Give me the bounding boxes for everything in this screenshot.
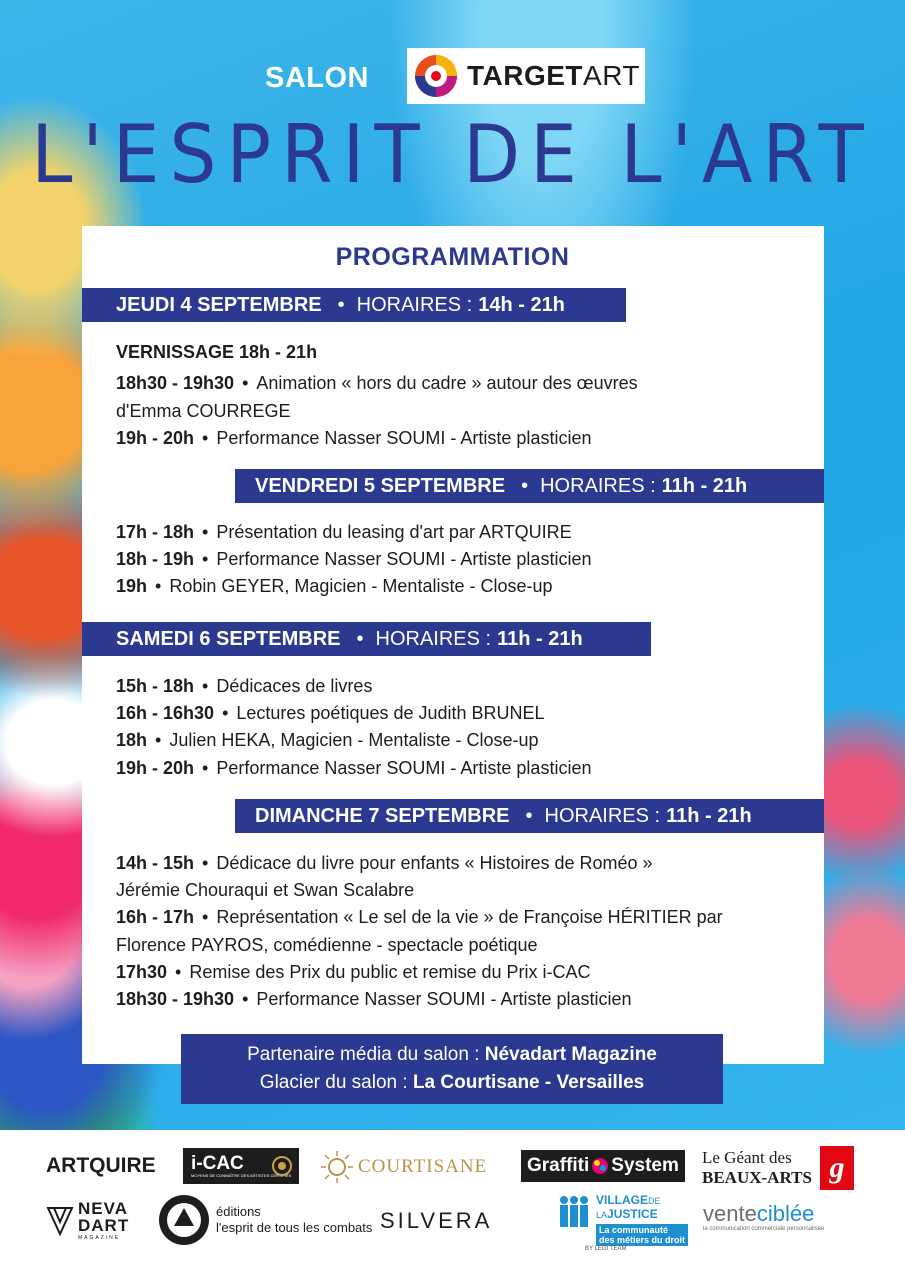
day-label: DIMANCHE 7 SEPTEMBRE	[255, 804, 510, 827]
event-line: 19h - 20h • Performance Nasser SOUMI - Artiste plasticien	[116, 428, 592, 448]
ciblee-word: ciblée	[756, 1201, 815, 1226]
day-label: VENDREDI 5 SEPTEMBRE	[255, 474, 506, 497]
logo-light: ART	[583, 60, 641, 91]
event-text-cont: d'Emma COURREGE	[116, 401, 291, 421]
nevadart-line-3: MAGAZINE	[78, 1235, 121, 1241]
justice-word: JUSTICE	[607, 1207, 658, 1221]
event-time: 18h30 - 19h30	[116, 989, 235, 1009]
village-tagline-1: La communauté	[599, 1225, 669, 1235]
event-line: 19h • Robin GEYER, Magicien - Mentaliste - Close-up	[116, 576, 553, 596]
event-text: Présentation du leasing d'art par ARTQUIRE	[216, 522, 572, 542]
media-label: Partenaire média du salon :	[247, 1044, 480, 1065]
bullet: •	[521, 474, 529, 497]
event-time: 15h - 18h	[116, 676, 195, 696]
nevadart-line-1: NEVA	[78, 1199, 128, 1218]
sponsors-footer	[0, 1130, 905, 1280]
event-text: Représentation « Le sel de la vie » de Françoise HÉRITIER par	[216, 907, 723, 927]
event-line: 17h - 18h • Présentation du leasing d'art par ARTQUIRE	[116, 522, 572, 542]
event-line: 18h - 19h • Performance Nasser SOUMI - Artiste plasticien	[116, 549, 592, 569]
event-line: 15h - 18h • Dédicaces de livres	[116, 676, 373, 696]
event-line: 17h30 • Remise des Prix du public et remise du Prix i-CAC	[116, 962, 591, 982]
event-text: Dédicaces de livres	[216, 676, 373, 696]
hours-value: 11h - 21h	[661, 474, 748, 497]
glacier-line	[181, 1069, 723, 1097]
vente-word: vente	[703, 1201, 757, 1226]
event-line: 14h - 15h • Dédicace du livre pour enfants « Histoires de Roméo »	[116, 853, 653, 873]
media-name: Névadart Magazine	[484, 1044, 657, 1065]
day-bar-jeudi	[82, 288, 626, 322]
event-text: Performance Nasser SOUMI - Artiste plasticien	[216, 758, 592, 778]
silvera-logo: SILVERA	[380, 1208, 493, 1233]
courtisane-logo	[320, 1150, 487, 1184]
day-label: JEUDI 4 SEPTEMBRE	[116, 293, 322, 316]
sun-emblem-icon	[320, 1150, 354, 1184]
salon-label: SALON	[265, 62, 369, 94]
event-time: 16h - 16h30	[116, 703, 215, 723]
bullet: •	[337, 293, 345, 316]
village-de: DE	[648, 1196, 661, 1206]
target-logo-icon	[413, 53, 459, 99]
bullet: •	[356, 627, 364, 650]
village-la: LA	[596, 1210, 608, 1220]
event-text: Performance Nasser SOUMI - Artiste plasticien	[216, 549, 592, 569]
event-text: Performance Nasser SOUMI - Artiste plasticien	[216, 428, 592, 448]
event-time: 17h - 18h	[116, 522, 195, 542]
event-time: 19h - 20h	[116, 758, 195, 778]
village-word: VILLAGE	[596, 1193, 649, 1207]
event-time: 18h - 19h	[116, 549, 195, 569]
vernissage-label: VERNISSAGE 18h - 21h	[116, 342, 318, 362]
partners-box	[181, 1034, 723, 1104]
editions-line-2: l'esprit de tous les combats	[216, 1220, 373, 1235]
bullet: •	[525, 804, 533, 827]
icac-sub: MOYENS DE CONNAÎTRE DES ARTISTES CERTIFIÉS	[191, 1172, 292, 1178]
event-line-cont	[116, 935, 538, 956]
event-text-cont: Jérémie Chouraqui et Swan Scalabre	[116, 880, 415, 900]
artquire-logo: ARTQUIRE	[46, 1154, 156, 1177]
event-text: Dédicace du livre pour enfants « Histoires de Roméo »	[216, 853, 653, 873]
event-line-cont	[116, 880, 414, 901]
glacier-label: Glacier du salon :	[259, 1072, 408, 1093]
day-bar-vendredi	[235, 469, 824, 503]
editions-logo	[158, 1194, 372, 1246]
media-partner-line	[181, 1041, 723, 1069]
event-text: Julien HEKA, Magicien - Mentaliste - Close-up	[169, 730, 539, 750]
system-word: System	[611, 1155, 679, 1176]
event-line: 16h - 17h • Représentation « Le sel de la vie » de Françoise HÉRITIER par	[116, 907, 723, 927]
village-justice-logo	[556, 1194, 688, 1246]
event-time: 18h	[116, 730, 148, 750]
event-time: 16h - 17h	[116, 907, 195, 927]
event-time: 19h	[116, 576, 148, 596]
glacier-name: La Courtisane - Versailles	[412, 1072, 645, 1093]
hours-value: 11h - 21h	[497, 627, 583, 650]
legi-team-label: BY LEGI TEAM	[585, 1246, 627, 1252]
geant-line-1: Le Géant des	[702, 1148, 792, 1167]
event-text: Performance Nasser SOUMI - Artiste plasticien	[256, 989, 632, 1009]
graffiti-system-logo	[521, 1150, 685, 1182]
hours-value: 11h - 21h	[666, 804, 752, 827]
event-line: 19h - 20h • Performance Nasser SOUMI - Artiste plasticien	[116, 758, 592, 778]
day-bar-dimanche	[235, 799, 824, 833]
logo-wordmark	[467, 60, 640, 92]
vente-sub: la communication commerciale personnalisée	[703, 1226, 825, 1232]
logo-bold: TARGET	[467, 60, 584, 91]
event-line: 18h • Julien HEKA, Magicien - Mentaliste - Close-up	[116, 730, 539, 750]
event-line: 18h30 - 19h30 • Performance Nasser SOUMI - Artiste plasticien	[116, 989, 632, 1009]
event-time: 17h30	[116, 962, 168, 982]
icac-name: i-CAC	[191, 1152, 244, 1174]
village-tagline	[596, 1224, 688, 1246]
hours-label: HORAIRES :	[540, 474, 656, 497]
event-time: 14h - 15h	[116, 853, 195, 873]
event-line-cont	[116, 401, 290, 422]
people-icon	[556, 1194, 592, 1238]
targetart-logo	[407, 48, 645, 104]
editions-seal-icon	[158, 1194, 210, 1246]
geant-beaux-arts-logo	[702, 1148, 812, 1188]
event-time: 19h - 20h	[116, 428, 195, 448]
color-ball-icon	[591, 1157, 609, 1175]
editions-line-1: éditions	[216, 1204, 261, 1219]
nevadart-logo	[46, 1200, 129, 1242]
event-text: Remise des Prix du public et remise du Prix i-CAC	[189, 962, 591, 982]
hours-label: HORAIRES :	[544, 804, 661, 827]
geant-mark: g	[820, 1146, 854, 1190]
day-bar-samedi	[82, 622, 651, 656]
graffiti-word: Graffiti	[527, 1155, 590, 1176]
event-text-cont: Florence PAYROS, comédienne - spectacle poétique	[116, 935, 538, 955]
laurel-icon	[271, 1155, 293, 1177]
event-line: 16h - 16h30 • Lectures poétiques de Judith BRUNEL	[116, 703, 545, 723]
geant-line-2: BEAUX-ARTS	[702, 1168, 812, 1187]
editions-text	[216, 1204, 372, 1236]
nevadart-text	[78, 1200, 129, 1242]
hours-label: HORAIRES :	[375, 627, 492, 650]
nevadart-line-2: DART	[78, 1216, 130, 1235]
courtisane-name: COURTISANE	[358, 1156, 488, 1177]
event-text: Animation « hors du cadre » autour des œuvres	[256, 373, 638, 393]
vente-ciblee-logo	[703, 1202, 824, 1232]
hours-label: HORAIRES :	[356, 293, 473, 316]
event-text: Robin GEYER, Magicien - Mentaliste - Close-up	[169, 576, 553, 596]
day-label: SAMEDI 6 SEPTEMBRE	[116, 627, 341, 650]
village-tagline-2: des métiers du droit	[599, 1235, 686, 1245]
village-text	[596, 1194, 688, 1246]
nevadart-mark-icon	[46, 1204, 74, 1238]
program-title: PROGRAMMATION	[335, 243, 570, 271]
event-time: 18h30 - 19h30	[116, 373, 235, 393]
hours-value: 14h - 21h	[478, 293, 565, 316]
icac-logo	[183, 1148, 299, 1184]
headline: L'ESPRIT DE L'ART	[31, 108, 874, 202]
event-line: 18h30 - 19h30 • Animation « hors du cadre » autour des œuvres	[116, 373, 638, 393]
event-text: Lectures poétiques de Judith BRUNEL	[236, 703, 545, 723]
vernissage	[116, 342, 317, 363]
